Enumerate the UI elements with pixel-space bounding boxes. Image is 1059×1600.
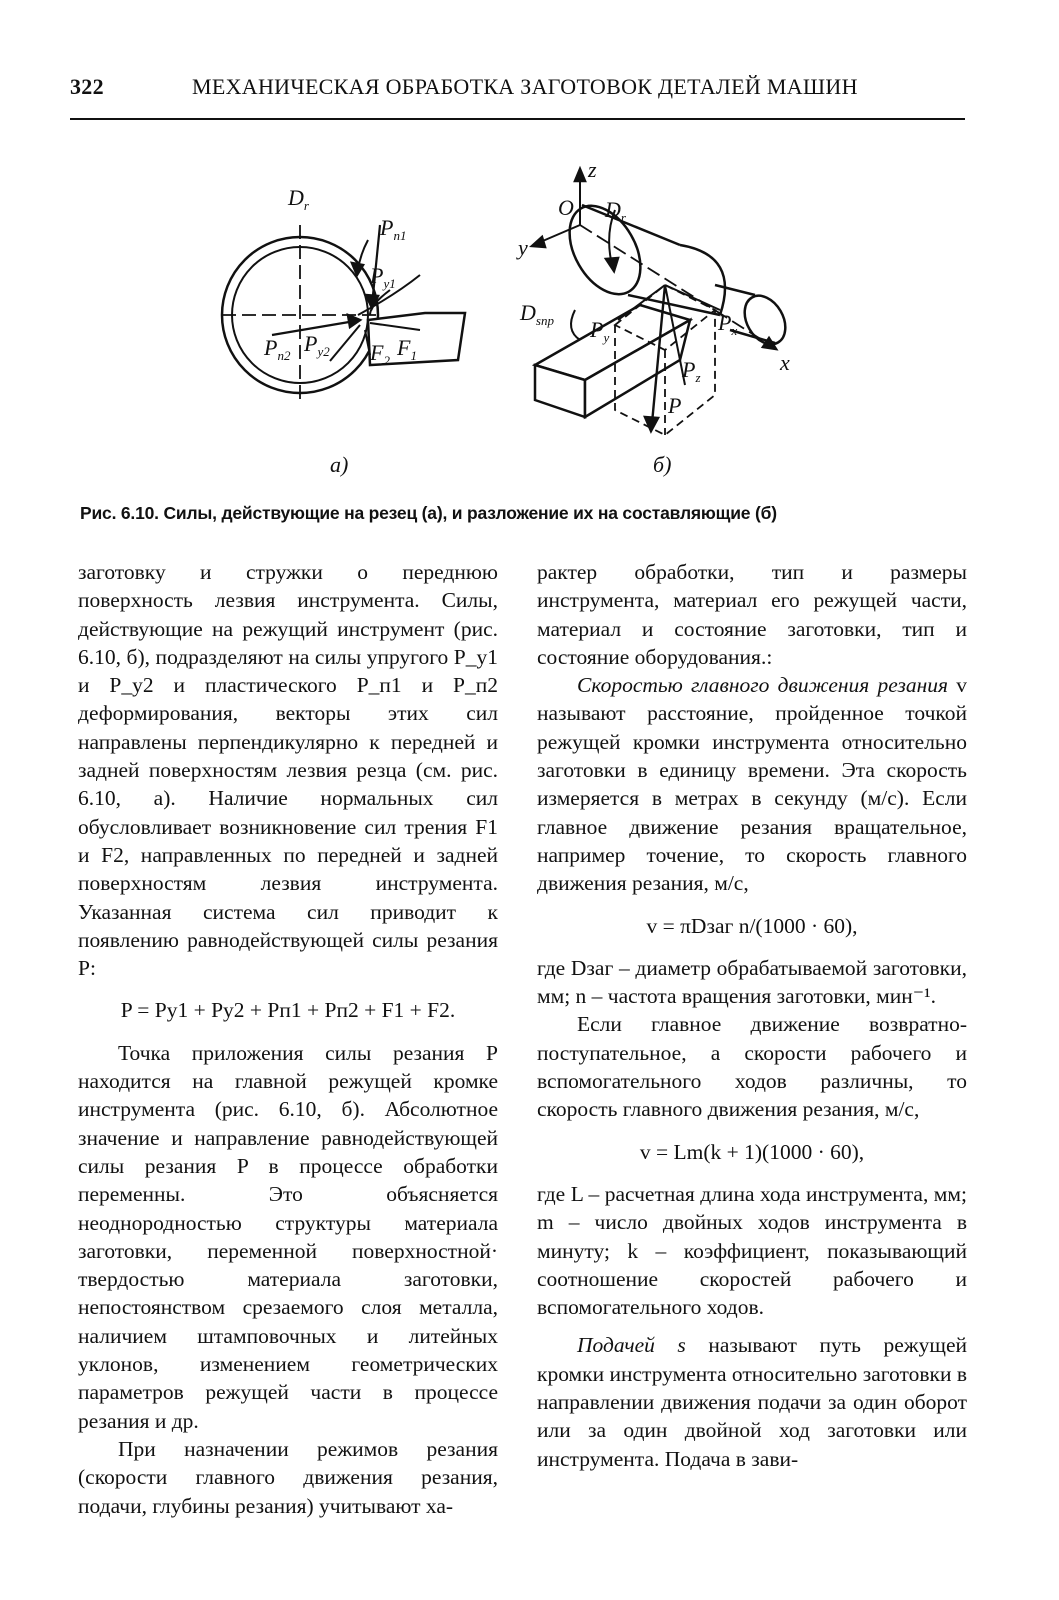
- paragraph: Точка приложения силы резания P находится на главной режущей кромке инструмента (рис. 6.10, б). Абсолютное значение и направление равнодействующей силы резания P в процессе обработки переменны. Это объясняется неоднородностью структуры материала заготовки, переменной поверхностной· твердостью материала заготовки, непостоянством срезаемого слоя металла, наличием штамповочных и литейных уклонов, изменением геометрических параметров режущей части в процессе резания и др.: [78, 1040, 498, 1433]
- term-cutting-speed: Скоростью главного движения резания: [577, 673, 949, 698]
- label-o: O: [558, 195, 574, 220]
- label-px: $P_x$: [718, 310, 738, 338]
- right-column: [537, 558, 967, 1473]
- label-f1: $F_1$: [397, 335, 417, 363]
- label-py1: $P_{y1}$: [370, 263, 396, 291]
- paragraph: где Dзаг – диаметр обрабатываемой заготовки, мм; n – частота вращения заготовки, мин⁻¹.: [537, 955, 967, 1009]
- formula-resultant: P = Py1 + Py2 + Pп1 + Pп2 + F1 + F2.: [120, 998, 456, 1023]
- paragraph: где L – расчетная длина хода инструмента, мм; m – число двойных ходов инструмента в минуту; k – коэффициент, показывающий соотношение скоростей рабочего и вспомогательного ходов.: [537, 1181, 967, 1320]
- small-cylinder-end: [736, 288, 793, 351]
- label-pz: $P_z$: [682, 357, 701, 385]
- label-z: z: [588, 157, 597, 182]
- feed-arrow: [571, 310, 580, 340]
- label-py2: $P_{y2}$: [304, 331, 330, 359]
- label-pp1: $P_{п1}$: [380, 215, 407, 243]
- diagram-a: [222, 225, 465, 405]
- formula-speed-rotary: v = πDзаг n/(1000 · 60),: [646, 913, 858, 938]
- label-p: P: [668, 393, 682, 418]
- paragraph-text: v называют расстояние, пройденное точкой режущей кромки инструмента относительно заготовки в единицу времени. Эта скорость измеряется в метрах в секунду (м/с). Если главное движение резания вращательное, например точение, то скорость главного движения резания, м/с,: [537, 673, 968, 896]
- label-y: y: [518, 235, 528, 260]
- paragraph-text: называют путь режущей кромки инструмента относительно заготовки в направлении движения подачи за один оборот или за один двойной ход заготовки или инструмента. Подача в зави-: [537, 1333, 968, 1471]
- label-ds: $D_{sпр}$: [520, 300, 554, 328]
- term-feed: Подачей s: [577, 1333, 686, 1358]
- paragraph: заготовку и стружки о переднюю поверхность лезвия инструмента. Силы, действующие на режущий инструмент (рис. 6.10, б), подразделяют на силы упругого P_y1 и P_y2 и пластического P_п1 и P_п2 деформирования, векторы этих сил направлены перпендикулярно к передней и задней поверхностям лезвия резца (см. рис. 6.10, а). Наличие нормальных сил обусловливает возникновение сил трения F1 и F2, направленных по передней и задней поверхностям лезвия инструмента. Указанная система сил приводит к появлению равнодействующей силы резания P:: [78, 560, 498, 981]
- label-f2: $F_2$: [370, 340, 390, 368]
- figure-drawing: [220, 155, 840, 485]
- figure-6-10: [220, 155, 840, 485]
- arrow-px: [665, 285, 720, 310]
- page-number: 322: [70, 74, 104, 99]
- cyl-top-edge: [582, 205, 680, 245]
- paragraph: При назначении режимов резания (скорости главного движения резания, подачи, глубины резания) учитывают ха-: [78, 1436, 498, 1518]
- subfigure-label-a: а): [330, 452, 349, 477]
- label-dr-a: $D_r$: [288, 185, 309, 213]
- header-rule: [70, 118, 965, 120]
- paragraph: Если главное движение возвратно-поступательное, а скорости рабочего и вспомогательного ходов различны, то скорость главного движения резания, м/с,: [537, 1012, 967, 1122]
- paragraph: [537, 671, 967, 897]
- subfigure-label-b: б): [653, 452, 672, 477]
- label-dr-b: $D_r$: [605, 197, 626, 225]
- formula-speed-reciprocating: v = Lm(k + 1)(1000 · 60),: [639, 1139, 865, 1164]
- label-x: x: [780, 350, 790, 375]
- left-column: [78, 558, 498, 1520]
- running-title: МЕХАНИЧЕСКАЯ ОБРАБОТКА ЗАГОТОВОК ДЕТАЛЕЙ МАШИН: [192, 74, 858, 99]
- label-py-b: $P_y$: [590, 317, 610, 345]
- label-pp2: $P_{п2}$: [264, 335, 291, 363]
- paragraph: рактер обработки, тип и размеры инструмента, материал его режущей части, материал и состояние заготовки, тип и состояние оборудования.:: [537, 560, 967, 669]
- paragraph: [537, 1331, 967, 1472]
- figure-caption: Рис. 6.10. Силы, действующие на резец (а), и разложение их на составляющие (б): [80, 503, 777, 523]
- y-axis: [538, 225, 580, 243]
